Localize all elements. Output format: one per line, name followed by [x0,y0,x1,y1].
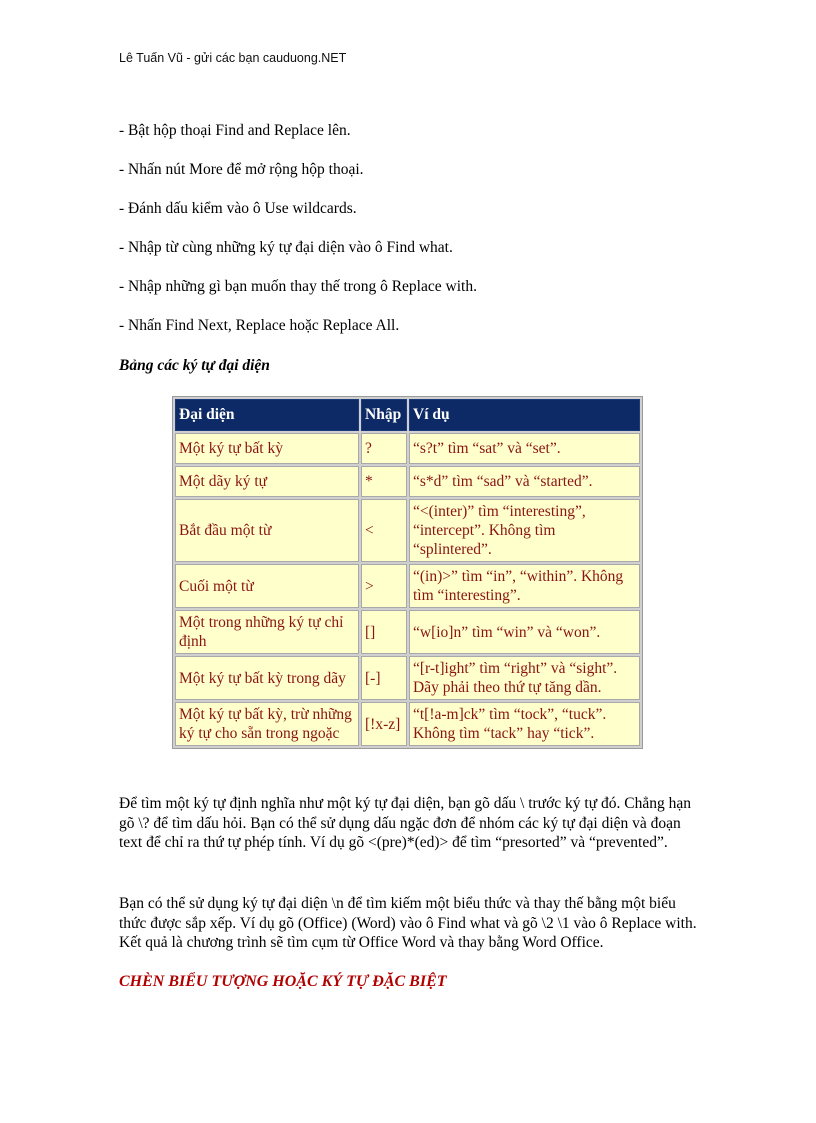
table-row [175,610,640,654]
table-cell: > [361,564,407,608]
table-row [175,656,640,700]
table-cell: ? [361,433,407,464]
wildcard-table [172,396,643,749]
table-row [175,702,640,746]
table-header-row [175,399,640,431]
table-cell: “[r-t]ight” tìm “right” và “sight”. Dãy phải theo thứ tự tăng dần. [409,656,640,700]
table-cell: Một ký tự bất kỳ trong dãy [175,656,359,700]
header-cell: Đại diện [175,399,359,431]
step-item: - Đánh dấu kiểm vào ô Use wildcards. [119,200,357,217]
table-row [175,433,640,464]
table-cell: Một ký tự bất kỳ, trừ những ký tự cho sẵn trong ngoặc [175,702,359,746]
table-cell: Một trong những ký tự chỉ định [175,610,359,654]
page-header: Lê Tuấn Vũ - gửi các bạn cauduong.NET [119,51,347,65]
step-item: - Nhấn nút More để mở rộng hộp thoại. [119,161,364,178]
paragraph-replace: Bạn có thể sử dụng ký tự đại diện \n để tìm kiếm một biểu thức và thay thế bằng một biểu thức được sắp xếp. Ví dụ gõ (Office) (Word) vào ô Find what và gõ \2 \1 vào ô Replace with. Kết quả là chương trình sẽ tìm cụm từ Office Word và thay bằng Word Office. [119,895,697,951]
table-cell: “<(inter)” tìm “interesting”, “intercept”. Không tìm “splintered”. [409,499,640,562]
step-item: - Nhấn Find Next, Replace hoặc Replace All. [119,317,400,334]
table-cell: “s?t” tìm “sat” và “set”. [409,433,640,464]
table-caption: Bảng các ký tự đại diện [119,357,270,374]
step-item: - Bật hộp thoại Find and Replace lên. [119,122,351,139]
step-item: - Nhập từ cùng những ký tự đại diện vào ô Find what. [119,239,453,256]
paragraph-escape: Để tìm một ký tự định nghĩa như một ký tự đại diện, bạn gõ dấu \ trước ký tự đó. Chẳng hạn gõ \? để tìm dấu hỏi. Bạn có thể sử dụng dấu ngặc đơn để nhóm các ký tự đại diện và đoạn text để chỉ ra thứ tự phép tính. Ví dụ gõ <(pre)*(ed)> để tìm “presorted” và “prevented”. [119,795,691,851]
table-cell: Bắt đầu một từ [175,499,359,562]
table-cell: “t[!a-m]ck” tìm “tock”, “tuck”. Không tìm “tack” hay “tick”. [409,702,640,746]
table-cell: Một dãy ký tự [175,466,359,497]
header-cell: Ví dụ [409,399,640,431]
table-cell: [!x-z] [361,702,407,746]
table-cell: [-] [361,656,407,700]
table-cell: Một ký tự bất kỳ [175,433,359,464]
table-cell: “(in)>” tìm “in”, “within”. Không tìm “interesting”. [409,564,640,608]
table-cell: [] [361,610,407,654]
steps-list [119,121,477,355]
table-cell: < [361,499,407,562]
table-row [175,564,640,608]
table-row [175,499,640,562]
table-cell: Cuối một từ [175,564,359,608]
table-cell: * [361,466,407,497]
table-row [175,466,640,497]
section-heading: CHÈN BIỂU TƯỢNG HOẶC KÝ TỰ ĐẶC BIỆT [119,973,447,990]
step-item: - Nhập những gì bạn muốn thay thế trong ô Replace with. [119,278,477,295]
header-cell: Nhập [361,399,407,431]
table-cell: “w[io]n” tìm “win” và “won”. [409,610,640,654]
table-cell: “s*d” tìm “sad” và “started”. [409,466,640,497]
